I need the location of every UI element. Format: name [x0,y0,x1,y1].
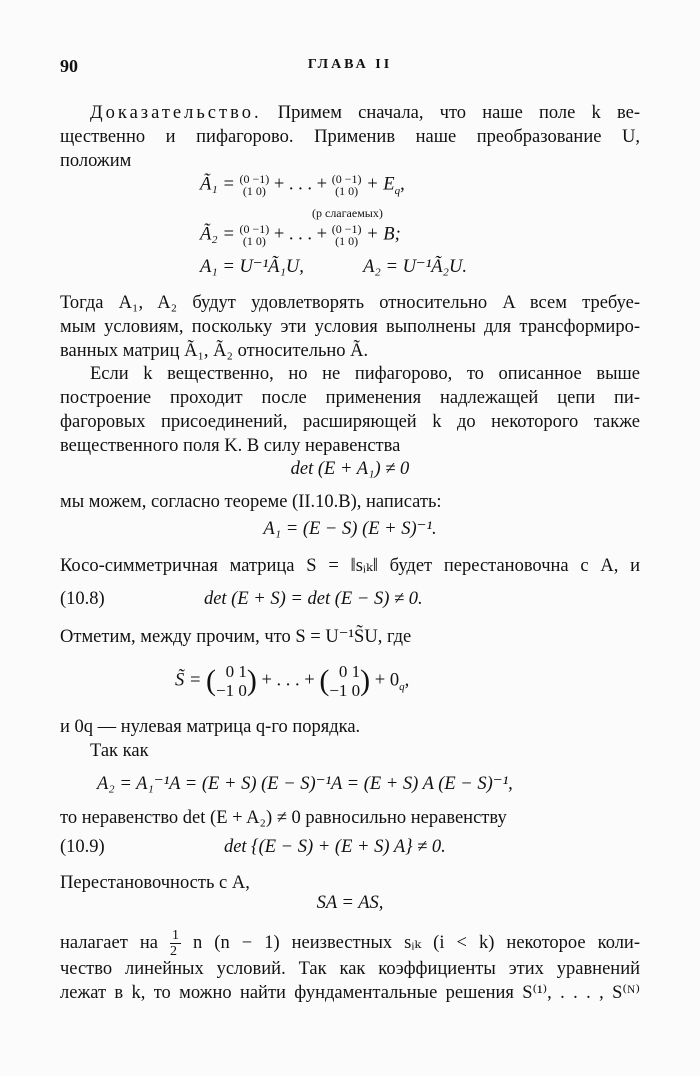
equation-a1-tilde: Ã₁ = (0 −1) (1 0) + . . . + (0 −1) (1 $0) + E_q$, [200,172,405,198]
equation-10-9: (10.9) det {(E − S) + (E + S) A} ≠ 0. [60,837,446,857]
para5: Косо-симметричная матрица S = ‖sᵢₖ‖ будет перестановочна с A, и [60,556,640,576]
para2-line2: мым условиям, поскольку эти условия выполнены для трансформиро- [60,317,640,337]
para2-line1: Тогда A₁, A₂ будут удовлетворять относительно A всем требуе- [60,293,640,313]
para3-line4: вещественного поля K. В силу неравенства [60,436,401,456]
equation-commute: SA = AS, [316,893,384,913]
equation-number: (10.8) [60,589,105,609]
para3-line3: фагоровых присоединений, расширяющей k до некоторого также [60,412,640,432]
para1-line1: Доказательство. Примем сначала, что наше поле k ве- [90,103,640,123]
matrix-2x2: (0 −1) (1 0) [331,222,362,248]
matrix-2x2: (0 −1) (1 0) [239,172,270,198]
proof-lead: Доказательство. [90,103,262,123]
equation-a2-tilde: Ã₂ = (0 −1) (1 0) + . . . + (0 −1) (1 0) + B; [200,222,401,248]
equation-number: (10.9) [60,837,105,857]
para8: Так как [90,741,149,761]
chapter-title: ГЛАВА II [307,57,393,72]
para3-line2: построение проходит после применения надлежащей цепи пи- [60,388,640,408]
page-number: 90 [60,56,78,76]
para10: Перестановочность с A, [60,873,250,893]
para11-line2: чество линейных условий. Так как коэффициенты этих уравнений [60,959,640,979]
para6: Отметим, между прочим, что S = U⁻¹S̃U, где [60,627,412,647]
equation-a1-a2: A₁ = U⁻¹Ã₁U, A₂ = U⁻¹Ã₂U. [200,257,467,277]
equation-s-tilde: S̃ = ( 0 1 −1 0) + . . . + ( 0 1 −1 $0) + 0_q$, [175,662,410,700]
equation-det-a1: det (E + A₁) ≠ 0 [290,459,410,479]
para9: то неравенство det (E + A₂) ≠ 0 равносильно неравенству [60,808,507,828]
para2-line3: ванных матриц Ã₁, Ã₂ относительно Ã. [60,341,369,361]
fraction-one-half: $\frac{1}{2}$ [170,928,179,959]
para1-line2: щественно и пифагорово. Применив наше преобразование U, [60,127,640,147]
matrix-2x2-large: 0 1 −1 0 [329,662,361,700]
para3-line1: Если k вещественно, но не пифагорово, то описанное выше [90,364,640,384]
para11-line1: налагает на $\frac{1}{2}$ n (n − 1) неизвестных sᵢₖ (i < k) некоторое коли- [60,928,640,959]
para11-line3: лежат в k, то можно найти фундаментальные решения S⁽¹⁾, . . . , S⁽ᴺ⁾ [60,983,640,1003]
matrix-2x2: (0 −1) (1 0) [331,172,362,198]
matrix-2x2-large: 0 1 −1 0 [215,662,247,700]
para1-line3: положим [60,151,132,171]
equation-a1-cayley: A₁ = (E − S) (E + S)⁻¹. [263,519,437,539]
equation-10-8: (10.8) det (E + S) = det (E − S) ≠ 0. [60,589,423,609]
para7: и 0q — нулевая матрица q-го порядка. [60,717,361,737]
para4: мы можем, согласно теореме (II.10.B), написать: [60,492,442,512]
summands-note: (p слагаемых) [312,206,383,220]
matrix-2x2: (0 −1) (1 0) [239,222,270,248]
equation-a2-product: A₂ = A₁⁻¹A = (E + S) (E − S)⁻¹A = (E + S) A (E − S)⁻¹, [97,774,513,794]
